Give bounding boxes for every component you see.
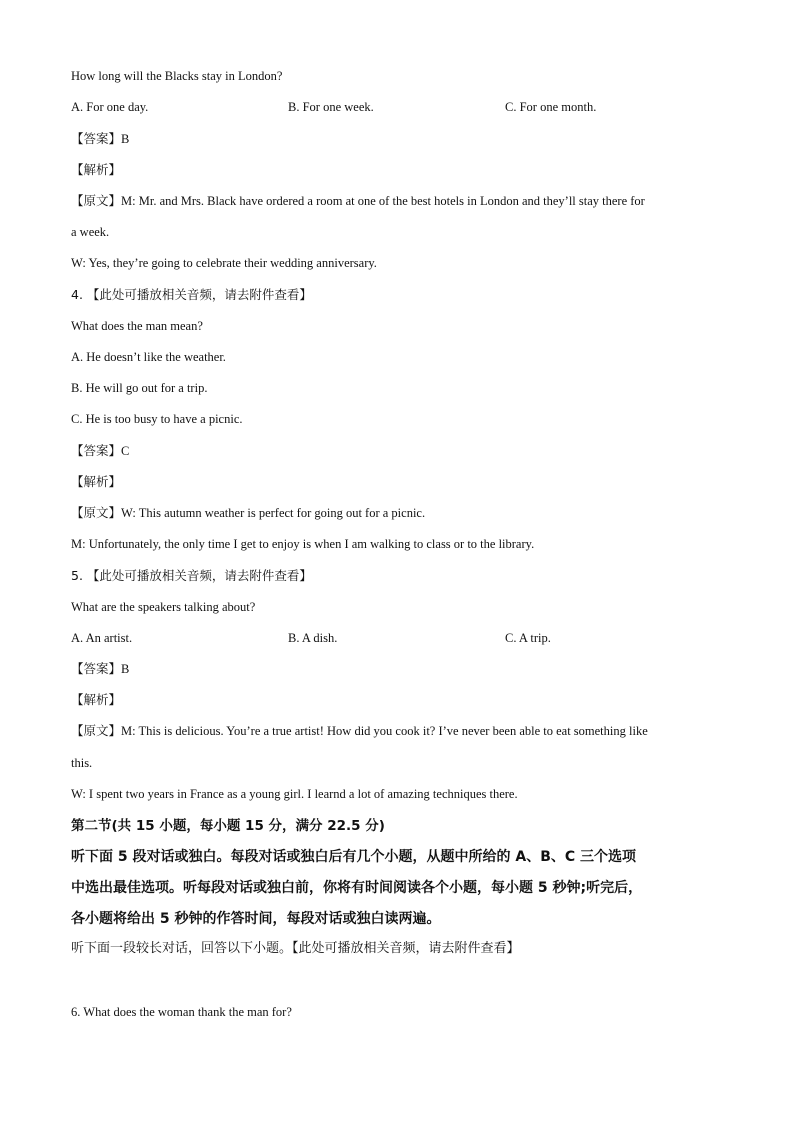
q5-option-a: A. An artist. <box>71 631 133 645</box>
q3-transcript-line1: 【原文】M: Mr. and Mrs. Black have ordered a room at one of the best hotels in London and they’ll stay there for <box>71 193 645 208</box>
q3-option-a: A. For one day. <box>71 100 149 114</box>
section2-title: 第二节(共 15 小题，每小题 15 分，满分 22.5 分) <box>71 818 385 834</box>
q3-transcript-line3: W: Yes, they’re going to celebrate their wedding anniversary. <box>71 256 377 270</box>
q5-transcript-line3: W: I spent two years in France as a young girl. I learnd a lot of amazing techniques there. <box>71 787 518 801</box>
q6-question: 6. What does the woman thank the man for? <box>71 1005 292 1019</box>
q5-option-c: C. A trip. <box>505 631 551 645</box>
q5-question: What are the speakers talking about? <box>71 600 256 614</box>
q4-option-a: A. He doesn’t like the weather. <box>71 350 226 364</box>
q5-header: 5. 【此处可播放相关音频，请去附件查看】 <box>71 568 312 583</box>
q3-option-c: C. For one month. <box>505 100 597 114</box>
q3-question: How long will the Blacks stay in London? <box>71 69 283 83</box>
q3-analysis-label: 【解析】 <box>71 162 122 177</box>
q4-analysis-label: 【解析】 <box>71 474 122 489</box>
q5-transcript-line2: this. <box>71 756 93 770</box>
q4-question: What does the man mean? <box>71 319 203 333</box>
q3-answer: 【答案】B <box>71 131 130 146</box>
q4-header: 4. 【此处可播放相关音频，请去附件查看】 <box>71 287 312 302</box>
q4-transcript-line2: M: Unfortunately, the only time I get to enjoy is when I am walking to class or to the library. <box>71 537 535 551</box>
q4-answer: 【答案】C <box>71 443 130 458</box>
q4-transcript-line1: 【原文】W: This autumn weather is perfect for going out for a picnic. <box>71 505 426 520</box>
q5-transcript-line1: 【原文】M: This is delicious. You’re a true artist! How did you cook it? I’ve never been able to eat something like <box>71 723 648 738</box>
q5-answer: 【答案】B <box>71 661 130 676</box>
q4-option-b: B. He will go out for a trip. <box>71 381 208 395</box>
q5-option-b: B. A dish. <box>288 631 338 645</box>
q4-option-c: C. He is too busy to have a picnic. <box>71 412 243 426</box>
section2-intro: 听下面一段较长对话，回答以下小题。【此处可播放相关音频，请去附件查看】 <box>71 941 520 956</box>
section2-instruction-line1: 听下面 5 段对话或独白。每段对话或独白后有几个小题，从题中所给的 A、B、C 三个选项 <box>71 849 637 865</box>
q5-analysis-label: 【解析】 <box>71 692 122 707</box>
q3-transcript-line2: a week. <box>71 225 110 239</box>
section2-instruction-line3: 各小题将给出 5 秒钟的作答时间，每段对话或独白读两遍。 <box>71 911 441 927</box>
section2-instruction-line2: 中选出最佳选项。听每段对话或独白前，你将有时间阅读各个小题，每小题 5 秒钟;听完后， <box>71 880 643 896</box>
q3-option-b: B. For one week. <box>288 100 374 114</box>
